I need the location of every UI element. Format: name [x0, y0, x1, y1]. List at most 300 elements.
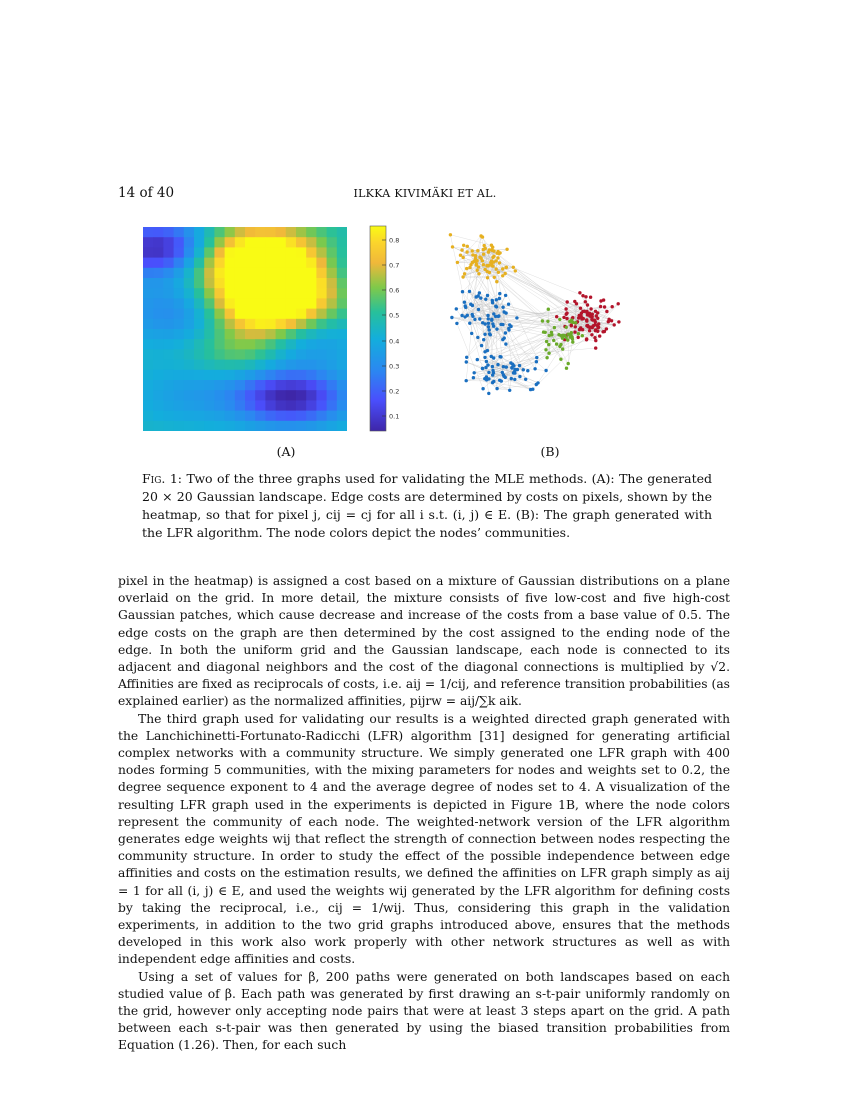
heatmap-cell — [204, 339, 215, 350]
heatmap-cell — [255, 400, 266, 411]
network-node — [565, 317, 568, 320]
heatmap-cell — [174, 370, 185, 381]
heatmap-cell — [204, 390, 215, 401]
network-edge — [473, 378, 509, 391]
heatmap-cell — [276, 268, 287, 279]
heatmap-cell — [143, 349, 154, 360]
network-node — [585, 319, 588, 322]
heatmap-cell — [255, 370, 266, 381]
heatmap-cell — [337, 237, 347, 248]
heatmap-cell — [306, 227, 317, 238]
heatmap-cell — [255, 227, 266, 238]
heatmap-cell — [245, 380, 256, 391]
network-node — [562, 316, 565, 319]
network-node — [477, 272, 480, 275]
network-node — [605, 327, 608, 330]
heatmap-cell — [245, 349, 256, 360]
network-node — [477, 308, 480, 311]
network-node — [613, 323, 616, 326]
network-node — [498, 379, 501, 382]
gaussian-landscape-heatmap — [143, 227, 347, 431]
heatmap-cell — [276, 349, 287, 360]
heatmap-cell — [214, 421, 225, 431]
network-node — [471, 261, 474, 264]
network-node — [486, 294, 489, 297]
heatmap-cell — [265, 309, 276, 320]
network-node — [493, 276, 496, 279]
network-node — [470, 332, 473, 335]
network-node — [571, 340, 574, 343]
heatmap-cell — [255, 268, 266, 279]
network-node — [574, 325, 577, 328]
heatmap-cell — [163, 258, 174, 269]
network-node — [505, 248, 508, 251]
network-node — [481, 387, 484, 390]
network-node — [546, 320, 549, 323]
heatmap-cell — [194, 247, 205, 258]
heatmap-cell — [296, 278, 307, 289]
heatmap-cell — [235, 380, 246, 391]
heatmap-cell — [174, 309, 185, 320]
heatmap-cell — [153, 227, 164, 238]
network-node — [501, 274, 504, 277]
network-node — [573, 300, 576, 303]
heatmap-cell — [174, 390, 185, 401]
network-node — [503, 336, 506, 339]
network-node — [484, 298, 487, 301]
network-node — [471, 253, 474, 256]
network-node — [487, 377, 490, 380]
heatmap-cell — [194, 319, 205, 330]
network-node — [483, 350, 486, 353]
network-node — [455, 307, 458, 310]
heatmap-cell — [245, 247, 256, 258]
network-node — [526, 369, 529, 372]
network-node — [522, 368, 525, 371]
heatmap-cell — [225, 309, 236, 320]
heatmap-cell — [153, 298, 164, 309]
network-node — [451, 245, 454, 248]
network-node — [481, 367, 484, 370]
heatmap-cell — [337, 329, 347, 340]
heatmap-cell — [306, 319, 317, 330]
network-node — [485, 264, 488, 267]
heatmap-cell — [214, 360, 225, 371]
heatmap-cell — [337, 319, 347, 330]
heatmap-cell — [337, 360, 347, 371]
network-node — [505, 365, 508, 368]
network-node — [478, 256, 481, 259]
heatmap-cell — [276, 411, 287, 422]
heatmap-cell — [184, 390, 195, 401]
heatmap-cell — [296, 247, 307, 258]
heatmap-cell — [255, 258, 266, 269]
heatmap-cell — [327, 247, 338, 258]
heatmap-cell — [204, 370, 215, 381]
heatmap-cell — [225, 411, 236, 422]
heatmap-cell — [276, 288, 287, 299]
heatmap-cell — [286, 390, 297, 401]
heatmap-cell — [153, 258, 164, 269]
network-node — [468, 266, 471, 269]
heatmap-cell — [296, 237, 307, 248]
heatmap-cell — [184, 329, 195, 340]
network-node — [475, 259, 478, 262]
heatmap-cell — [153, 360, 164, 371]
heatmap-cell — [143, 329, 154, 340]
network-node — [516, 368, 519, 371]
heatmap-cell — [235, 400, 246, 411]
heatmap-cell — [163, 400, 174, 411]
heatmap-cell — [184, 380, 195, 391]
network-node — [565, 311, 568, 314]
caption-fig-label: Fig. 1: — [142, 471, 182, 486]
heatmap-cell — [306, 380, 317, 391]
heatmap-cell — [204, 400, 215, 411]
heatmap-cell — [296, 339, 307, 350]
network-node — [465, 356, 468, 359]
network-node — [496, 250, 499, 253]
heatmap-cell — [286, 400, 297, 411]
heatmap-cell — [265, 278, 276, 289]
heatmap-cell — [306, 309, 317, 320]
heatmap-cell — [235, 421, 246, 431]
heatmap-cell — [204, 288, 215, 299]
heatmap-cell — [276, 247, 287, 258]
colorbar-tick-label: 0.8 — [389, 236, 400, 245]
network-node — [480, 344, 483, 347]
heatmap-cell — [337, 349, 347, 360]
heatmap-cell — [316, 411, 327, 422]
network-node — [535, 360, 538, 363]
network-node — [515, 316, 518, 319]
heatmap-cell — [276, 329, 287, 340]
network-edge — [487, 380, 489, 394]
heatmap-cell — [163, 329, 174, 340]
heatmap-cell — [214, 309, 225, 320]
heatmap-cell — [245, 390, 256, 401]
heatmap-cell — [225, 421, 236, 431]
heatmap-cell — [337, 370, 347, 381]
heatmap-cell — [153, 411, 164, 422]
heatmap-cell — [235, 278, 246, 289]
heatmap-cell — [163, 298, 174, 309]
network-node — [483, 377, 486, 380]
heatmap-cell — [306, 247, 317, 258]
heatmap-cell — [255, 339, 266, 350]
heatmap-cell — [327, 339, 338, 350]
network-node — [482, 253, 485, 256]
heatmap-cell — [296, 360, 307, 371]
heatmap-cell — [337, 288, 347, 299]
heatmap-cell — [296, 288, 307, 299]
network-node — [586, 303, 589, 306]
network-node — [490, 244, 493, 247]
heatmap-cell — [306, 421, 317, 431]
heatmap-cell — [214, 278, 225, 289]
colorbar-tick-label: 0.5 — [389, 311, 400, 320]
heatmap-cell — [245, 268, 256, 279]
heatmap-cell — [276, 278, 287, 289]
network-node — [589, 296, 592, 299]
network-node — [518, 364, 521, 367]
heatmap-cell — [143, 298, 154, 309]
network-node — [471, 249, 474, 252]
heatmap-cell — [337, 421, 347, 431]
heatmap-cell — [174, 258, 185, 269]
heatmap-cell — [204, 258, 215, 269]
heatmap-cell — [337, 298, 347, 309]
network-node — [610, 319, 613, 322]
network-node — [456, 261, 459, 264]
network-node — [482, 263, 485, 266]
colorbar-tick-label: 0.7 — [389, 261, 400, 270]
heatmap-cell — [286, 360, 297, 371]
heatmap-cell — [316, 227, 327, 238]
heatmap-cell — [194, 360, 205, 371]
heatmap-cell — [316, 237, 327, 248]
network-node — [588, 329, 591, 332]
network-node — [552, 339, 555, 342]
heatmap-cell — [265, 360, 276, 371]
heatmap-cell — [174, 411, 185, 422]
heatmap-cell — [153, 268, 164, 279]
network-node — [558, 318, 561, 321]
heatmap-cell — [214, 227, 225, 238]
heatmap-cell — [174, 329, 185, 340]
heatmap-cell — [214, 400, 225, 411]
heatmap-cell — [245, 400, 256, 411]
heatmap-cell — [327, 411, 338, 422]
network-node — [553, 326, 556, 329]
heatmap-cell — [184, 360, 195, 371]
network-node — [505, 266, 508, 269]
heatmap-cell — [245, 319, 256, 330]
network-node — [512, 266, 515, 269]
heatmap-cell — [174, 339, 185, 350]
heatmap-cell — [327, 400, 338, 411]
heatmap-cell — [143, 268, 154, 279]
network-node — [566, 300, 569, 303]
heatmap-cell — [265, 319, 276, 330]
heatmap-cell — [245, 339, 256, 350]
heatmap-cell — [194, 258, 205, 269]
heatmap-cell — [245, 298, 256, 309]
network-node — [592, 324, 595, 327]
network-node — [593, 336, 596, 339]
heatmap-cell — [276, 339, 287, 350]
network-node — [450, 316, 453, 319]
heatmap-cell — [214, 370, 225, 381]
heatmap-cell — [235, 247, 246, 258]
heatmap-cell — [327, 390, 338, 401]
heatmap-cell — [327, 319, 338, 330]
heatmap-cell — [306, 349, 317, 360]
heatmap-cell — [265, 390, 276, 401]
network-node — [492, 371, 495, 374]
network-node — [483, 333, 486, 336]
heatmap-cell — [143, 339, 154, 350]
network-node — [581, 294, 584, 297]
network-node — [471, 313, 474, 316]
heatmap-cell — [184, 268, 195, 279]
network-node — [509, 361, 512, 364]
heatmap-cell — [184, 298, 195, 309]
network-node — [492, 249, 495, 252]
heatmap-cell — [327, 237, 338, 248]
heatmap-cell — [153, 237, 164, 248]
heatmap-cell — [204, 278, 215, 289]
lfr-network-graph — [438, 224, 658, 424]
heatmap-cell — [286, 247, 297, 258]
heatmap-cell — [265, 247, 276, 258]
heatmap-cell — [255, 380, 266, 391]
heatmap-cell — [306, 258, 317, 269]
heatmap-cell — [327, 360, 338, 371]
heatmap-cell — [306, 390, 317, 401]
network-node — [599, 299, 602, 302]
heatmap-cell — [276, 258, 287, 269]
heatmap-cell — [214, 349, 225, 360]
network-node — [486, 314, 489, 317]
network-node — [481, 259, 484, 262]
heatmap-cell — [204, 247, 215, 258]
network-node — [569, 334, 572, 337]
network-node — [499, 323, 502, 326]
heatmap-cell — [296, 268, 307, 279]
heatmap-colorbar — [365, 224, 415, 434]
heatmap-cell — [194, 288, 205, 299]
heatmap-cell — [184, 288, 195, 299]
heatmap-cell — [296, 390, 307, 401]
network-node — [502, 365, 505, 368]
heatmap-cell — [286, 421, 297, 431]
heatmap-cell — [143, 288, 154, 299]
network-node — [579, 307, 582, 310]
heatmap-cell — [174, 319, 185, 330]
network-node — [495, 298, 498, 301]
heatmap-cell — [327, 309, 338, 320]
heatmap-cell — [245, 237, 256, 248]
heatmap-cell — [306, 278, 317, 289]
heatmap-cell — [235, 268, 246, 279]
heatmap-cell — [235, 258, 246, 269]
network-node — [599, 305, 602, 308]
heatmap-cell — [153, 339, 164, 350]
heatmap-cell — [225, 380, 236, 391]
network-node — [594, 310, 597, 313]
network-node — [491, 299, 494, 302]
heatmap-cell — [174, 288, 185, 299]
heatmap-cell — [327, 278, 338, 289]
heatmap-cell — [337, 278, 347, 289]
heatmap-cell — [327, 329, 338, 340]
network-node — [555, 342, 558, 345]
heatmap-cell — [163, 339, 174, 350]
network-node — [483, 268, 486, 271]
heatmap-cell — [214, 298, 225, 309]
heatmap-cell — [214, 411, 225, 422]
heatmap-cell — [143, 360, 154, 371]
heatmap-cell — [194, 411, 205, 422]
network-node — [594, 329, 597, 332]
network-node — [495, 327, 498, 330]
heatmap-cell — [194, 349, 205, 360]
network-node — [507, 303, 510, 306]
heatmap-cell — [235, 298, 246, 309]
heatmap-cell — [296, 400, 307, 411]
heatmap-cell — [265, 380, 276, 391]
heatmap-cell — [296, 258, 307, 269]
heatmap-cell — [204, 227, 215, 238]
network-node — [472, 376, 475, 379]
heatmap-cell — [316, 298, 327, 309]
heatmap-cell — [204, 329, 215, 340]
heatmap-cell — [184, 370, 195, 381]
running-head: ILKKA KIVIMÄKI ET AL. — [353, 187, 497, 200]
heatmap-cell — [316, 339, 327, 350]
heatmap-cell — [153, 278, 164, 289]
heatmap-cell — [225, 227, 236, 238]
heatmap-cell — [306, 360, 317, 371]
heatmap-cell — [337, 268, 347, 279]
heatmap-cell — [245, 288, 256, 299]
heatmap-cell — [245, 421, 256, 431]
heatmap-cell — [174, 360, 185, 371]
network-node — [607, 320, 610, 323]
network-node — [449, 233, 452, 236]
network-node — [588, 314, 591, 317]
network-node — [544, 331, 547, 334]
heatmap-cell — [276, 390, 287, 401]
network-node — [512, 371, 515, 374]
heatmap-cell — [163, 268, 174, 279]
network-node — [544, 348, 547, 351]
heatmap-cell — [163, 288, 174, 299]
heatmap-cell — [337, 227, 347, 238]
heatmap-cell — [255, 309, 266, 320]
network-node — [595, 314, 598, 317]
network-node — [603, 305, 606, 308]
network-node — [463, 315, 466, 318]
heatmap-cell — [194, 329, 205, 340]
heatmap-cell — [286, 339, 297, 350]
network-node — [496, 256, 499, 259]
network-node — [463, 272, 466, 275]
heatmap-cell — [245, 258, 256, 269]
heatmap-cell — [225, 258, 236, 269]
heatmap-cell — [286, 278, 297, 289]
heatmap-cell — [316, 319, 327, 330]
heatmap-cell — [204, 411, 215, 422]
network-node — [581, 328, 584, 331]
network-node — [492, 260, 495, 263]
network-node — [473, 371, 476, 374]
network-node — [475, 263, 478, 266]
heatmap-cell — [214, 258, 225, 269]
network-node — [498, 261, 501, 264]
network-node — [486, 276, 489, 279]
heatmap-cell — [153, 319, 164, 330]
heatmap-cell — [306, 329, 317, 340]
network-node — [513, 378, 516, 381]
network-node — [485, 360, 488, 363]
figure-label-a: (A) — [276, 444, 296, 459]
heatmap-cell — [163, 278, 174, 289]
heatmap-cell — [255, 298, 266, 309]
heatmap-cell — [194, 421, 205, 431]
network-node — [486, 363, 489, 366]
